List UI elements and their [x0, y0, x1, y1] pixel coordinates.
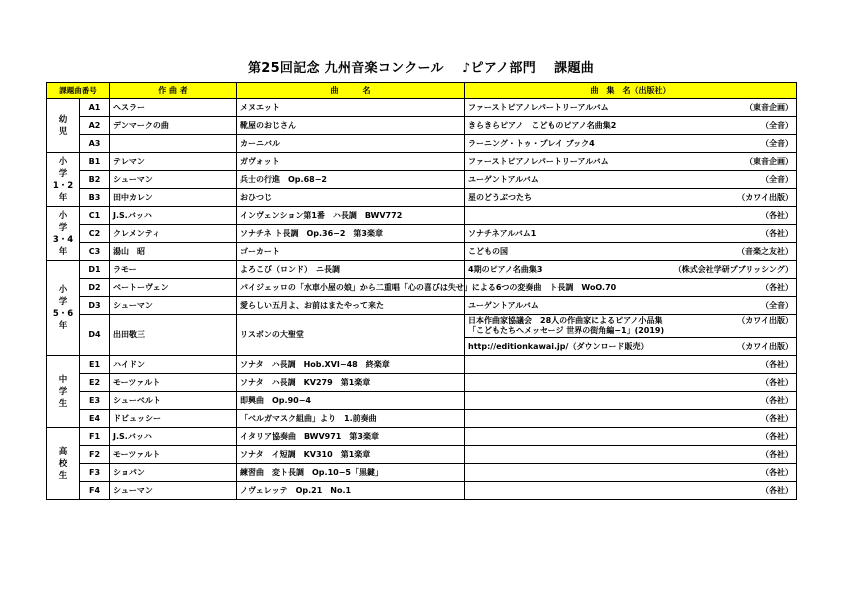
table-row — [47, 428, 797, 446]
piece-code: E4 — [80, 410, 110, 428]
publisher-label: （カワイ出版） — [737, 192, 793, 202]
table-row — [47, 171, 797, 189]
book-title: 4期のピアノ名曲集3 — [468, 264, 543, 274]
book-cell — [465, 117, 797, 135]
book-cell — [465, 374, 797, 392]
book-cell — [465, 243, 797, 261]
group-label-line: 中 — [58, 374, 68, 385]
book-cell — [465, 482, 797, 500]
piece-title: おひつじ — [237, 189, 465, 207]
download-link: http://editionkawai.jp/（ダウンロード販売） — [468, 341, 649, 351]
header-composer: 作 曲 者 — [110, 83, 237, 99]
publisher-label: （東音企画） — [745, 156, 793, 166]
header-book: 曲 集 名（出版社） — [465, 83, 797, 99]
group-label — [47, 428, 80, 500]
group-label-line: 学 — [58, 386, 68, 397]
piece-code: C2 — [80, 225, 110, 243]
group-label-line: 学 — [58, 297, 68, 307]
group-label-line: 年 — [58, 246, 68, 257]
table-row — [47, 374, 797, 392]
book-cell — [465, 135, 797, 153]
piece-title: リスボンの大聖堂 — [237, 315, 465, 356]
book-cell — [465, 207, 797, 225]
piece-code: D4 — [80, 315, 110, 356]
piece-code: F4 — [80, 482, 110, 500]
piece-code: B3 — [80, 189, 110, 207]
table-row — [47, 225, 797, 243]
publisher-label: （各社） — [761, 228, 793, 238]
composer-cell: シューマン — [110, 171, 237, 189]
piece-title: 兵士の行進 Op.68−2 — [237, 171, 465, 189]
composer-cell: シューベルト — [110, 392, 237, 410]
piece-code: F3 — [80, 464, 110, 482]
table-row — [47, 279, 797, 297]
table-body — [47, 99, 797, 500]
piece-code: D1 — [80, 261, 110, 279]
publisher-label: （各社） — [761, 431, 793, 441]
publisher-label: （各社） — [761, 485, 793, 495]
table-row — [47, 261, 797, 279]
composer-cell: モーツァルト — [110, 446, 237, 464]
group-label-line: 学 — [58, 222, 68, 233]
publisher-label: （各社） — [761, 377, 793, 387]
composer-cell: ベートーヴェン — [110, 279, 237, 297]
group-label-line: 校 — [58, 458, 68, 469]
composer-cell: クレメンティ — [110, 225, 237, 243]
table-row — [47, 482, 797, 500]
piece-title: ソナチネ ト長調 Op.36−2 第3楽章 — [237, 225, 465, 243]
book-title: こどもの国 — [468, 246, 508, 256]
group-label-line: 生 — [58, 398, 68, 409]
composer-cell: J.S.バッハ — [110, 207, 237, 225]
piece-code: A3 — [80, 135, 110, 153]
group-label — [47, 261, 80, 356]
table-row — [47, 315, 797, 338]
composer-cell: ハイドン — [110, 356, 237, 374]
composer-cell: ショパン — [110, 464, 237, 482]
group-label — [47, 356, 80, 428]
publisher-label: （各社） — [761, 395, 793, 405]
group-label — [47, 207, 80, 261]
book-title: ユーゲントアルバム — [468, 300, 539, 310]
composer-cell: 湯山 昭 — [110, 243, 237, 261]
group-label-line: 幼 — [58, 114, 68, 125]
group-label-line: 生 — [58, 470, 68, 481]
composer-cell: モーツァルト — [110, 374, 237, 392]
piece-code: E2 — [80, 374, 110, 392]
header-id: 課題曲番号 — [47, 83, 110, 99]
publisher-label: （各社） — [761, 413, 793, 423]
book-title: ファーストピアノレパートリーアルバム — [468, 102, 609, 112]
publisher-label: （各社） — [761, 449, 793, 459]
book-cell — [465, 410, 797, 428]
publisher-label: （全音） — [761, 138, 793, 148]
piece-code: A2 — [80, 117, 110, 135]
composer-cell: 田中カレン — [110, 189, 237, 207]
table-row — [47, 356, 797, 374]
book-title: きらきらピアノ こどものピアノ名曲集2 — [468, 120, 617, 130]
publisher-label: （カワイ出版） — [737, 316, 793, 325]
composer-cell — [110, 135, 237, 153]
piece-code: C3 — [80, 243, 110, 261]
piece-title: ノヴェレッテ Op.21 No.1 — [237, 482, 465, 500]
piece-title: ソナタ ハ長調 KV279 第1楽章 — [237, 374, 465, 392]
repertoire-table — [46, 82, 797, 500]
book-title: ファーストピアノレパートリーアルバム — [468, 156, 609, 166]
book-cell — [465, 315, 797, 338]
piece-code: C1 — [80, 207, 110, 225]
publisher-label: （カワイ出版） — [737, 341, 793, 351]
piece-title: よろこび（ロンド） ニ長調 — [237, 261, 465, 279]
composer-cell: 出田敬三 — [110, 315, 237, 356]
publisher-label: （各社） — [761, 359, 793, 369]
piece-title: 「ベルガマスク組曲」より 1.前奏曲 — [237, 410, 465, 428]
book-cell — [465, 261, 797, 279]
table-row — [47, 153, 797, 171]
book-cell — [465, 225, 797, 243]
book-title: 星のどうぶつたち — [468, 192, 532, 202]
group-label-line: 児 — [58, 126, 68, 137]
piece-title: 練習曲 変ト長調 Op.10−5「黒鍵」 — [237, 464, 465, 482]
piece-title: ソナタ ハ長調 Hob.XVI−48 終楽章 — [237, 356, 465, 374]
piece-title: パイジェッロの「水車小屋の娘」から二重唱「心の喜びは失せ」による6つの変奏曲 ト長調 WoO.70 — [237, 279, 465, 297]
piece-code: B2 — [80, 171, 110, 189]
table-row — [47, 117, 797, 135]
piece-code: D3 — [80, 297, 110, 315]
publisher-label: （各社） — [761, 467, 793, 477]
book-cell — [465, 428, 797, 446]
publisher-label: （全音） — [761, 120, 793, 130]
piece-title: 靴屋のおじさん — [237, 117, 465, 135]
book-title: ユーゲントアルバム — [468, 174, 539, 184]
composer-cell: J.S.バッハ — [110, 428, 237, 446]
group-label-line: 1・2 — [52, 180, 74, 191]
publisher-label: （全音） — [761, 300, 793, 310]
piece-code: D2 — [80, 279, 110, 297]
book-cell — [465, 446, 797, 464]
composer-cell: ドビュッシー — [110, 410, 237, 428]
piece-title: ガヴォット — [237, 153, 465, 171]
composer-cell: シューマン — [110, 297, 237, 315]
table-row — [47, 410, 797, 428]
publisher-label: （各社） — [761, 210, 793, 220]
book-title: ソナチネアルバム1 — [468, 228, 537, 238]
composer-cell: ラモー — [110, 261, 237, 279]
group-label-line: 小 — [58, 285, 68, 295]
group-label — [47, 99, 80, 153]
group-label-line: 5・6 — [52, 309, 74, 319]
composer-cell: シューマン — [110, 482, 237, 500]
book-title: ラーニング・トゥ・プレイ ブック4 — [468, 138, 595, 148]
group-label — [47, 153, 80, 207]
header-piece: 曲 名 — [237, 83, 465, 99]
piece-title: 即興曲 Op.90−4 — [237, 392, 465, 410]
table-row — [47, 99, 797, 117]
table-row — [47, 392, 797, 410]
piece-title: ゴーカート — [237, 243, 465, 261]
book-cell — [465, 297, 797, 315]
group-label-line: 小 — [58, 210, 68, 221]
book-cell — [465, 356, 797, 374]
table-row — [47, 464, 797, 482]
piece-title: ソナタ イ短調 KV310 第1楽章 — [237, 446, 465, 464]
table-row — [47, 135, 797, 153]
composer-cell: デンマークの曲 — [110, 117, 237, 135]
table-row — [47, 297, 797, 315]
book-cell — [465, 338, 797, 356]
group-label-line: 高 — [58, 446, 68, 457]
group-label-line: 年 — [58, 321, 68, 331]
group-label-line: 小 — [58, 156, 68, 167]
book-title-line: 「こどもたちへメッセージ 世界の街角編−1」(2019) — [468, 326, 665, 335]
piece-code: E3 — [80, 392, 110, 410]
composer-cell: ヘスラー — [110, 99, 237, 117]
piece-code: B1 — [80, 153, 110, 171]
group-label-line: 学 — [58, 168, 68, 179]
publisher-label: （各社） — [761, 282, 793, 292]
book-cell — [465, 99, 797, 117]
piece-title: カーニバル — [237, 135, 465, 153]
table-row — [47, 243, 797, 261]
piece-code: F2 — [80, 446, 110, 464]
publisher-label: （東音企画） — [745, 102, 793, 112]
book-cell — [465, 153, 797, 171]
table-row — [47, 446, 797, 464]
piece-title: 愛らしい五月よ、お前はまたやって来た — [237, 297, 465, 315]
table-header-row — [47, 83, 797, 99]
page-title: 第25回記念 九州音楽コンクール ♪ピアノ部門 課題曲 — [247, 61, 595, 76]
publisher-label: （音楽之友社） — [737, 246, 793, 256]
piece-code: A1 — [80, 99, 110, 117]
book-cell — [465, 189, 797, 207]
publisher-label: （全音） — [761, 174, 793, 184]
table-row — [47, 189, 797, 207]
piece-code: F1 — [80, 428, 110, 446]
piece-code: E1 — [80, 356, 110, 374]
composer-cell: テレマン — [110, 153, 237, 171]
group-label-line: 年 — [58, 192, 68, 203]
table-row — [47, 207, 797, 225]
book-cell — [465, 392, 797, 410]
book-cell — [465, 171, 797, 189]
publisher-label: （株式会社学研プブリッシング） — [673, 264, 793, 274]
piece-title: イタリア協奏曲 BWV971 第3楽章 — [237, 428, 465, 446]
book-title-line: 日本作曲家協議会 28人の作曲家によるピアノ小品集 — [468, 316, 663, 325]
book-cell — [465, 279, 797, 297]
group-label-line: 3・4 — [52, 234, 74, 245]
book-cell — [465, 464, 797, 482]
piece-title: インヴェンション第1番 ハ長調 BWV772 — [237, 207, 465, 225]
piece-title: メヌエット — [237, 99, 465, 117]
